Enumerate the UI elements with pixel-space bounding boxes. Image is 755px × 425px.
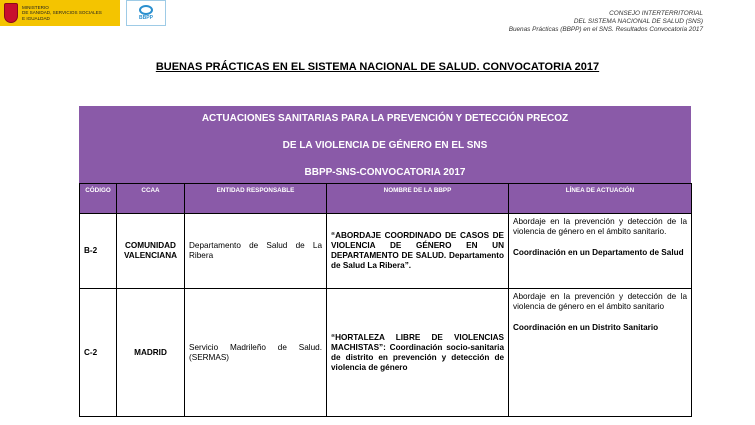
header-council: CONSEJO INTERTERRITORIAL (609, 10, 703, 17)
linea-text: Abordaje en la prevención y detección de la violencia de género en el ámbito sanitario. (513, 217, 687, 236)
header-sns: DEL SISTEMA NACIONAL DE SALUD (SNS) (573, 18, 703, 25)
cell-codigo: C-2 (80, 289, 117, 417)
spain-coat-of-arms-icon (4, 3, 18, 23)
banner (79, 106, 691, 183)
table-row (80, 289, 692, 417)
ministry-logo (0, 0, 120, 26)
document-title: BUENAS PRÁCTICAS EN EL SISTEMA NACIONAL DE SALUD. CONVOCATORIA 2017 (155, 61, 600, 73)
cell-linea (509, 214, 692, 289)
cell-nombre: “HORTALEZA LIBRE DE VIOLENCIAS MACHISTAS”: Coordinación socio-sanitaria de distrito en prevención y detección de violencia de género (327, 289, 509, 417)
bbpp-mark-icon (139, 5, 153, 15)
cell-nombre: “ABORDAJE COORDINADO DE CASOS DE VIOLENCIA DE GÉNERO EN UN DEPARTAMENTO DE SALUD. Departamento de Salud La Ribera”. (327, 214, 509, 289)
cell-ccaa: MADRID (117, 289, 185, 417)
cell-entidad: Servicio Madrileño de Salud. (SERMAS) (185, 289, 327, 417)
header-right (509, 10, 703, 34)
bbpp-table (79, 183, 692, 417)
header-linea: LÍNEA DE ACTUACIÓN (509, 184, 692, 214)
header-subtitle: Buenas Prácticas (BBPP) en el SNS. Resultados Convocatoria 2017 (508, 26, 703, 33)
cell-codigo: B-2 (80, 214, 117, 289)
banner-line-1: ACTUACIONES SANITARIAS PARA LA PREVENCIÓN Y DETECCIÓN PRECOZ (201, 113, 569, 124)
banner-line-3: BBPP-SNS-CONVOCATORIA 2017 (304, 167, 466, 178)
header-codigo: CÓDIGO (80, 184, 117, 214)
header-ccaa: CCAA (117, 184, 185, 214)
cell-linea (509, 289, 692, 417)
bbpp-logo: BBPP (126, 0, 166, 26)
cell-entidad: Departamento de Salud de La Ribera (185, 214, 327, 289)
table-row (80, 214, 692, 289)
banner-line-2: DE LA VIOLENCIA DE GÉNERO EN EL SNS (282, 140, 488, 151)
table-header-row (80, 184, 692, 214)
header-entidad: ENTIDAD RESPONSABLE (185, 184, 327, 214)
linea-focus: Coordinación en un Departamento de Salud (513, 248, 684, 257)
linea-focus: Coordinación en un Distrito Sanitario (513, 323, 659, 332)
ministry-name: MINISTERIO DE SANIDAD, SERVICIOS SOCIALES E IGUALDAD (22, 5, 102, 21)
header-nombre: NOMBRE DE LA BBPP (327, 184, 509, 214)
cell-ccaa: COMUNIDAD VALENCIANA (117, 214, 185, 289)
linea-text: Abordaje en la prevención y detección de la violencia de género en el ámbito sanitario (513, 292, 687, 311)
